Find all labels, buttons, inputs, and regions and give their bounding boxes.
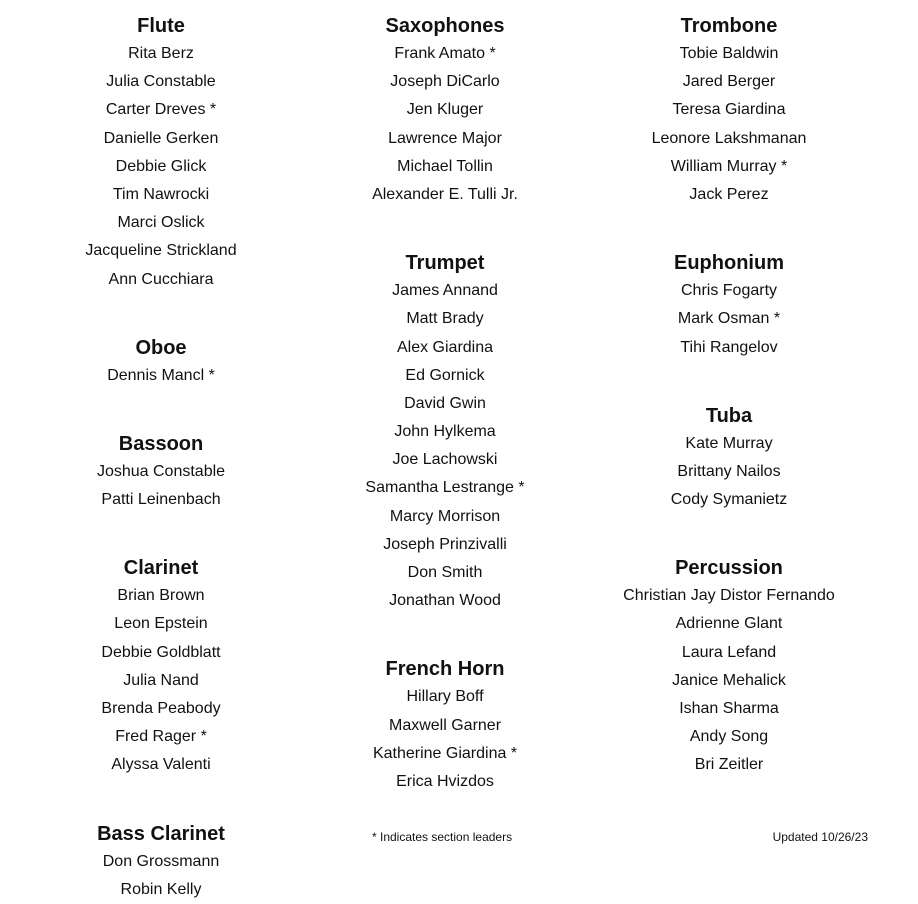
section-spacer: [325, 615, 565, 643]
section-spacer: [609, 362, 849, 390]
member-name: Julia Nand: [123, 671, 199, 689]
member-name: Maxwell Garner: [388, 716, 502, 734]
member-name: Dennis Mancl *: [107, 366, 215, 384]
member-name: Ann Cucchiara: [108, 270, 214, 288]
member-name: Tihi Rangelov: [680, 338, 778, 356]
section-spacer: [41, 294, 281, 322]
member-name: Brittany Nailos: [677, 462, 781, 480]
member-name: Ed Gornick: [405, 366, 485, 384]
column-1: [41, 0, 281, 904]
member-name: Michael Tollin: [397, 157, 493, 175]
member-name: Ishan Sharma: [679, 700, 779, 717]
section-heading: Bass Clarinet: [97, 822, 225, 845]
member-name: Jack Perez: [689, 185, 769, 203]
section-spacer: [41, 390, 281, 418]
member-name: Don Smith: [407, 564, 483, 581]
member-name: Hillary Boff: [406, 688, 484, 706]
member-name: Mark Osman *: [677, 310, 781, 328]
section-heading: French Horn: [385, 658, 505, 681]
member-name: Don Grossmann: [102, 852, 220, 870]
instrument-section: [609, 542, 849, 779]
section-spacer: [41, 780, 281, 808]
member-name: David Gwin: [404, 394, 486, 412]
section-leader-legend: * Indicates section leaders: [372, 830, 513, 844]
member-name: Robin Kelly: [120, 880, 202, 898]
member-name: Katherine Giardina *: [372, 744, 518, 762]
member-name: James Annand: [392, 282, 498, 300]
section-spacer: [609, 209, 849, 237]
member-name: Jen Kluger: [406, 101, 484, 119]
member-name: Joe Lachowski: [392, 451, 498, 469]
section-heading: Trombone: [680, 15, 778, 37]
instrument-section: [41, 0, 281, 294]
member-name: Samantha Lestrange *: [365, 479, 525, 497]
member-name: Joshua Constable: [96, 462, 226, 480]
member-name: Jared Berger: [682, 73, 776, 91]
member-name: Frank Amato *: [394, 45, 496, 62]
member-name: Erica Hvizdos: [396, 772, 494, 790]
section-heading: Euphonium: [674, 252, 784, 275]
section-spacer: [41, 514, 281, 542]
member-name: Kate Murray: [685, 434, 773, 452]
member-name: Jonathan Wood: [389, 592, 501, 610]
instrument-section: [41, 808, 281, 904]
member-name: Alyssa Valenti: [111, 756, 211, 774]
member-name: Tobie Baldwin: [679, 45, 779, 62]
updated-date: Updated 10/26/23: [772, 830, 868, 844]
member-name: Jacqueline Strickland: [85, 242, 237, 260]
section-spacer: [609, 514, 849, 542]
section-heading: Percussion: [675, 557, 783, 580]
instrument-section: [41, 418, 281, 514]
member-name: Marcy Morrison: [389, 507, 501, 525]
member-name: Matt Brady: [406, 310, 484, 328]
member-name: Marci Oslick: [117, 214, 205, 232]
member-name: Brenda Peabody: [101, 700, 221, 717]
column-2: [325, 0, 565, 796]
member-name: Adrienne Glant: [675, 615, 783, 633]
member-name: William Murray *: [670, 157, 788, 175]
instrument-section: [609, 390, 849, 515]
member-name: Alex Giardina: [396, 338, 494, 356]
section-heading: Trumpet: [405, 252, 485, 275]
member-name: Christian Jay Distor Fernando: [623, 587, 835, 605]
member-name: Brian Brown: [117, 587, 205, 605]
member-name: Teresa Giardina: [672, 101, 786, 119]
member-name: Leon Epstein: [114, 615, 208, 633]
member-name: Lawrence Major: [388, 129, 502, 147]
member-name: John Hylkema: [394, 423, 496, 441]
member-name: Chris Fogarty: [680, 282, 778, 300]
section-heading: Saxophones: [385, 15, 505, 37]
section-heading: Bassoon: [118, 432, 204, 455]
member-name: Andy Song: [689, 728, 769, 746]
section-heading: Oboe: [135, 336, 187, 359]
instrument-section: [41, 542, 281, 779]
section-heading: Flute: [137, 15, 185, 37]
member-name: Rita Berz: [128, 45, 194, 62]
member-name: Debbie Goldblatt: [101, 643, 221, 661]
member-name: Bri Zeitler: [694, 756, 764, 774]
instrument-section: [325, 0, 565, 209]
member-name: Carter Dreves *: [105, 101, 217, 119]
instrument-section: [325, 237, 565, 615]
member-name: Joseph DiCarlo: [390, 73, 500, 91]
member-name: Alexander E. Tulli Jr.: [372, 185, 518, 203]
member-name: Janice Mehalick: [672, 671, 786, 689]
instrument-section: [325, 643, 565, 796]
member-name: Tim Nawrocki: [112, 185, 210, 203]
member-name: Julia Constable: [106, 73, 216, 91]
section-heading: Clarinet: [123, 557, 199, 580]
member-name: Patti Leinenbach: [101, 491, 221, 509]
member-name: Debbie Glick: [115, 157, 207, 175]
instrument-section: [609, 0, 849, 209]
section-heading: Tuba: [705, 404, 753, 427]
member-name: Fred Rager *: [115, 728, 207, 746]
column-3: [609, 0, 849, 780]
member-name: Cody Symanietz: [670, 491, 788, 509]
member-name: Danielle Gerken: [103, 129, 219, 147]
member-name: Leonore Lakshmanan: [651, 129, 807, 147]
member-name: Laura Lefand: [681, 643, 777, 661]
member-name: Joseph Prinzivalli: [383, 535, 507, 553]
instrument-section: [41, 322, 281, 390]
section-spacer: [325, 209, 565, 237]
instrument-section: [609, 237, 849, 362]
